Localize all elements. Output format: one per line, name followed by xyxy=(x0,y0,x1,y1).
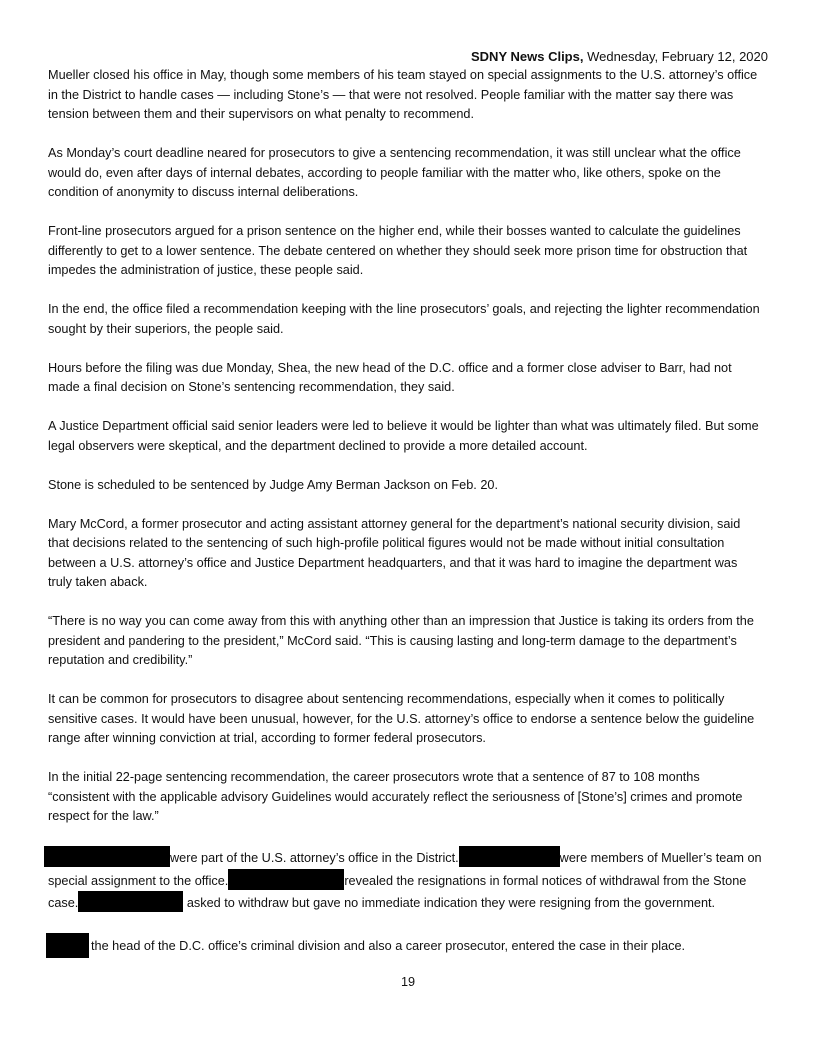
redacted-paragraph xyxy=(48,846,764,914)
redacted-text: revealed the resignations in formal notices of withdrawal from the Stone case. xyxy=(48,873,747,910)
redaction-block xyxy=(44,846,170,867)
article-body xyxy=(48,66,764,978)
paragraph: In the end, the office filed a recommendation keeping with the line prosecutors’ goals, and rejecting the lighter recommendation sought by their superiors, the people said. xyxy=(48,302,760,336)
paragraph: Hours before the filing was due Monday, Shea, the new head of the D.C. office and a former close adviser to Barr, had not made a final decision on Stone’s sentencing recommendation, they said. xyxy=(48,360,732,394)
header-date: Wednesday, February 12, 2020 xyxy=(583,49,768,64)
paragraph: It can be common for prosecutors to disagree about sentencing recommendations, especially when it comes to politically sensitive cases. It would have been unusual, however, for the U.S. attorney’s office to endorse a sentence below the guideline range after winning conviction at trial, according to former federal prosecutors. xyxy=(48,692,755,745)
paragraph: “There is no way you can come away from this with anything other than an impression that Justice is taking its orders from the president and pandering to the president,” McCord said. “This is causing lasting and long-term damage to the department’s reputation and credibility.” xyxy=(48,614,754,667)
redacted-text: were part of the U.S. attorney’s office in the District. xyxy=(170,851,459,865)
paragraph: Mueller closed his office in May, though some members of his team stayed on special assignments to the U.S. attorney’s office in the District to handle cases — including Stone’s — that were not resolved. People familiar with the matter say there was tension between them and their supervisors on what penalty to recommend. xyxy=(48,68,758,121)
paragraph: Stone is scheduled to be sentenced by Judge Amy Berman Jackson on Feb. 20. xyxy=(48,477,498,492)
paragraph: As Monday’s court deadline neared for prosecutors to give a sentencing recommendation, it was still unclear what the office would do, even after days of internal debates, according to people familiar with the matter who, like others, spoke on the condition of anonymity to discuss internal deliberations. xyxy=(48,146,741,199)
page-header xyxy=(471,49,768,65)
paragraph: Front-line prosecutors argued for a prison sentence on the higher end, while their bosses wanted to calculate the guidelines differently to get to a lower sentence. The debate centered on whether they should seek more prison time for obstruction that impedes the administration of justice, these people said. xyxy=(48,224,748,277)
redacted-text: were members of Mueller’s team on special assignment to the office. xyxy=(48,851,762,888)
redacted-text: asked to withdraw but gave no immediate indication they were resigning from the government. xyxy=(183,896,716,910)
paragraph: In the initial 22-page sentencing recommendation, the career prosecutors wrote that a sentence of 87 to 108 months “consistent with the applicable advisory Guidelines would accurately reflect the seriousness of [Stone’s] crimes and promote respect for the law.” xyxy=(48,770,743,823)
redacted-text: the head of the D.C. office’s criminal division and also a career prosecutor, entered the case in their place. xyxy=(91,939,686,953)
redacted-paragraph xyxy=(48,933,764,958)
redaction-block xyxy=(78,891,183,912)
header-source: SDNY News Clips, xyxy=(471,49,584,64)
page-number: 19 xyxy=(400,975,416,989)
redaction-block xyxy=(459,846,560,867)
redaction-block xyxy=(46,933,89,958)
paragraph: A Justice Department official said senior leaders were led to believe it would be lighter than what was ultimately filed. But some legal observers were skeptical, and the department declined to provide a more detailed account. xyxy=(48,419,759,453)
redaction-block xyxy=(228,869,344,890)
paragraph: Mary McCord, a former prosecutor and acting assistant attorney general for the department’s national security division, said that decisions related to the sentencing of such high-profile political figures would not be made without initial consultation between a U.S. attorney’s office and Justice Department headquarters, and that it was hard to imagine the department was truly taken aback. xyxy=(48,516,741,589)
